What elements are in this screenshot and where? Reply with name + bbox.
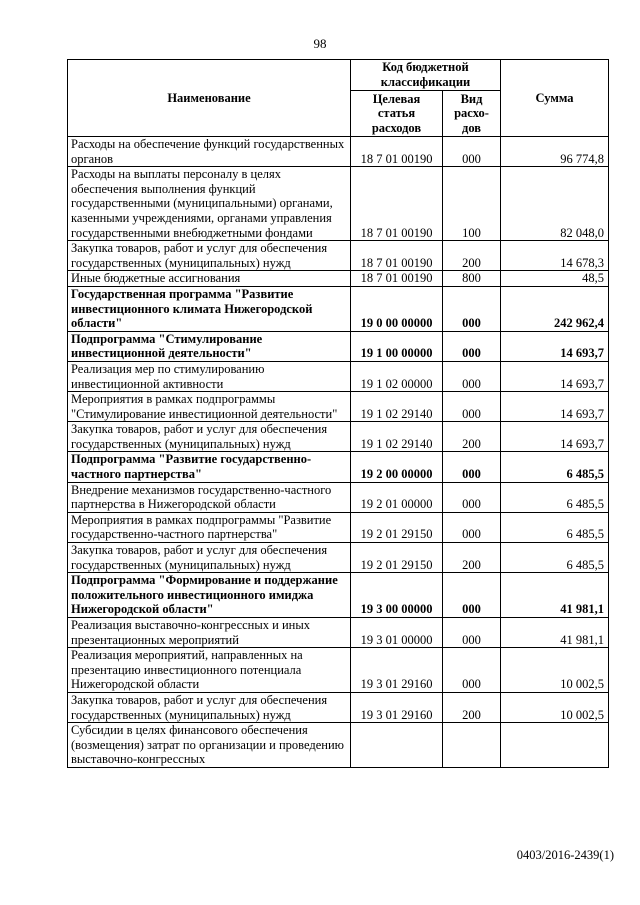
- row-target: 18 7 01 00190: [351, 241, 443, 271]
- row-type: 000: [443, 331, 501, 361]
- row-target: 19 3 01 29160: [351, 648, 443, 693]
- table-row: [68, 361, 609, 391]
- row-type: 000: [443, 392, 501, 422]
- table-row: [68, 543, 609, 573]
- row-name: Мероприятия в рамках подпрограммы "Стимулирование инвестиционной деятельности": [68, 392, 351, 422]
- document-code: 0403/2016-2439(1): [516, 848, 614, 862]
- table-row: [68, 512, 609, 542]
- row-sum: 10 002,5: [501, 648, 609, 693]
- header-name: Наименование: [68, 60, 351, 137]
- row-type: 000: [443, 361, 501, 391]
- row-sum: 14 693,7: [501, 392, 609, 422]
- table-row: [68, 167, 609, 241]
- row-target: 19 1 00 00000: [351, 331, 443, 361]
- row-target: 19 3 00 00000: [351, 573, 443, 618]
- row-sum: 14 693,7: [501, 361, 609, 391]
- row-name: Внедрение механизмов государственно-частного партнерства в Нижегородской области: [68, 482, 351, 512]
- row-name: Подпрограмма "Стимулирование инвестиционной деятельности": [68, 331, 351, 361]
- row-type: 800: [443, 271, 501, 287]
- row-target: 18 7 01 00190: [351, 137, 443, 167]
- row-sum: 242 962,4: [501, 286, 609, 331]
- row-type: 000: [443, 573, 501, 618]
- row-name: Реализация мероприятий, направленных на презентацию инвестиционного потенциала Нижегородской области: [68, 648, 351, 693]
- row-type: 000: [443, 648, 501, 693]
- table-row: [68, 241, 609, 271]
- row-name: Подпрограмма "Формирование и поддержание положительного инвестиционного имиджа Нижегородской области": [68, 573, 351, 618]
- row-target: 19 1 02 29140: [351, 392, 443, 422]
- row-target: 19 3 01 29160: [351, 692, 443, 722]
- row-target: 19 1 02 29140: [351, 422, 443, 452]
- row-type: 200: [443, 241, 501, 271]
- row-sum: 48,5: [501, 271, 609, 287]
- row-name: Расходы на обеспечение функций государственных органов: [68, 137, 351, 167]
- header-target: Целевая статья расходов: [351, 91, 443, 137]
- table-row: [68, 137, 609, 167]
- row-sum: 82 048,0: [501, 167, 609, 241]
- row-sum: 6 485,5: [501, 452, 609, 482]
- row-sum: 96 774,8: [501, 137, 609, 167]
- row-name: Подпрограмма "Развитие государственно-частного партнерства": [68, 452, 351, 482]
- header-type: Вид расхо-дов: [443, 91, 501, 137]
- row-sum: 41 981,1: [501, 573, 609, 618]
- row-sum: [501, 723, 609, 768]
- row-name: Реализация выставочно-конгрессных и иных презентационных мероприятий: [68, 618, 351, 648]
- row-target: 19 2 01 29150: [351, 512, 443, 542]
- table-row: [68, 482, 609, 512]
- row-sum: 6 485,5: [501, 482, 609, 512]
- row-target: [351, 723, 443, 768]
- row-type: 200: [443, 543, 501, 573]
- table-row: [68, 271, 609, 287]
- table-row: [68, 573, 609, 618]
- table-row: [68, 422, 609, 452]
- row-type: [443, 723, 501, 768]
- row-name: Реализация мер по стимулированию инвестиционной активности: [68, 361, 351, 391]
- table-header: [68, 60, 609, 137]
- row-name: Закупка товаров, работ и услуг для обеспечения государственных (муниципальных) нужд: [68, 543, 351, 573]
- row-name: Закупка товаров, работ и услуг для обеспечения государственных (муниципальных) нужд: [68, 692, 351, 722]
- row-type: 000: [443, 286, 501, 331]
- row-target: 19 3 01 00000: [351, 618, 443, 648]
- table-row: [68, 452, 609, 482]
- row-type: 000: [443, 482, 501, 512]
- row-sum: 6 485,5: [501, 543, 609, 573]
- row-target: 19 2 01 00000: [351, 482, 443, 512]
- row-name: Иные бюджетные ассигнования: [68, 271, 351, 287]
- row-type: 200: [443, 422, 501, 452]
- row-type: 000: [443, 618, 501, 648]
- row-name: Мероприятия в рамках подпрограммы "Развитие государственно-частного партнерства": [68, 512, 351, 542]
- row-name: Закупка товаров, работ и услуг для обеспечения государственных (муниципальных) нужд: [68, 241, 351, 271]
- row-target: 19 0 00 00000: [351, 286, 443, 331]
- table-row: [68, 286, 609, 331]
- header-sum: Сумма: [501, 60, 609, 137]
- row-target: 19 2 00 00000: [351, 452, 443, 482]
- row-name: Расходы на выплаты персоналу в целях обеспечения выполнения функций государственными (муниципальными) органами, казенными учреждениями, органами управления государственными внебюджетными фондами: [68, 167, 351, 241]
- table-row: [68, 392, 609, 422]
- row-type: 200: [443, 692, 501, 722]
- row-type: 000: [443, 137, 501, 167]
- row-sum: 14 678,3: [501, 241, 609, 271]
- table-row: [68, 648, 609, 693]
- page-number: 98: [313, 36, 327, 51]
- row-sum: 10 002,5: [501, 692, 609, 722]
- budget-table: [67, 59, 609, 768]
- row-target: 19 2 01 29150: [351, 543, 443, 573]
- row-sum: 6 485,5: [501, 512, 609, 542]
- table-row: [68, 618, 609, 648]
- row-sum: 14 693,7: [501, 331, 609, 361]
- table-row: [68, 692, 609, 722]
- row-type: 000: [443, 512, 501, 542]
- table-body: [68, 137, 609, 768]
- row-name: Субсидии в целях финансового обеспечения (возмещения) затрат по организации и проведению выставочно-конгрессных: [68, 723, 351, 768]
- row-sum: 14 693,7: [501, 422, 609, 452]
- row-type: 000: [443, 452, 501, 482]
- row-type: 100: [443, 167, 501, 241]
- row-sum: 41 981,1: [501, 618, 609, 648]
- table-row: [68, 723, 609, 768]
- row-target: 18 7 01 00190: [351, 167, 443, 241]
- header-code-group: Код бюджетной классификации: [351, 60, 501, 91]
- row-target: 18 7 01 00190: [351, 271, 443, 287]
- table-row: [68, 331, 609, 361]
- row-name: Государственная программа "Развитие инвестиционного климата Нижегородской области": [68, 286, 351, 331]
- row-target: 19 1 02 00000: [351, 361, 443, 391]
- row-name: Закупка товаров, работ и услуг для обеспечения государственных (муниципальных) нужд: [68, 422, 351, 452]
